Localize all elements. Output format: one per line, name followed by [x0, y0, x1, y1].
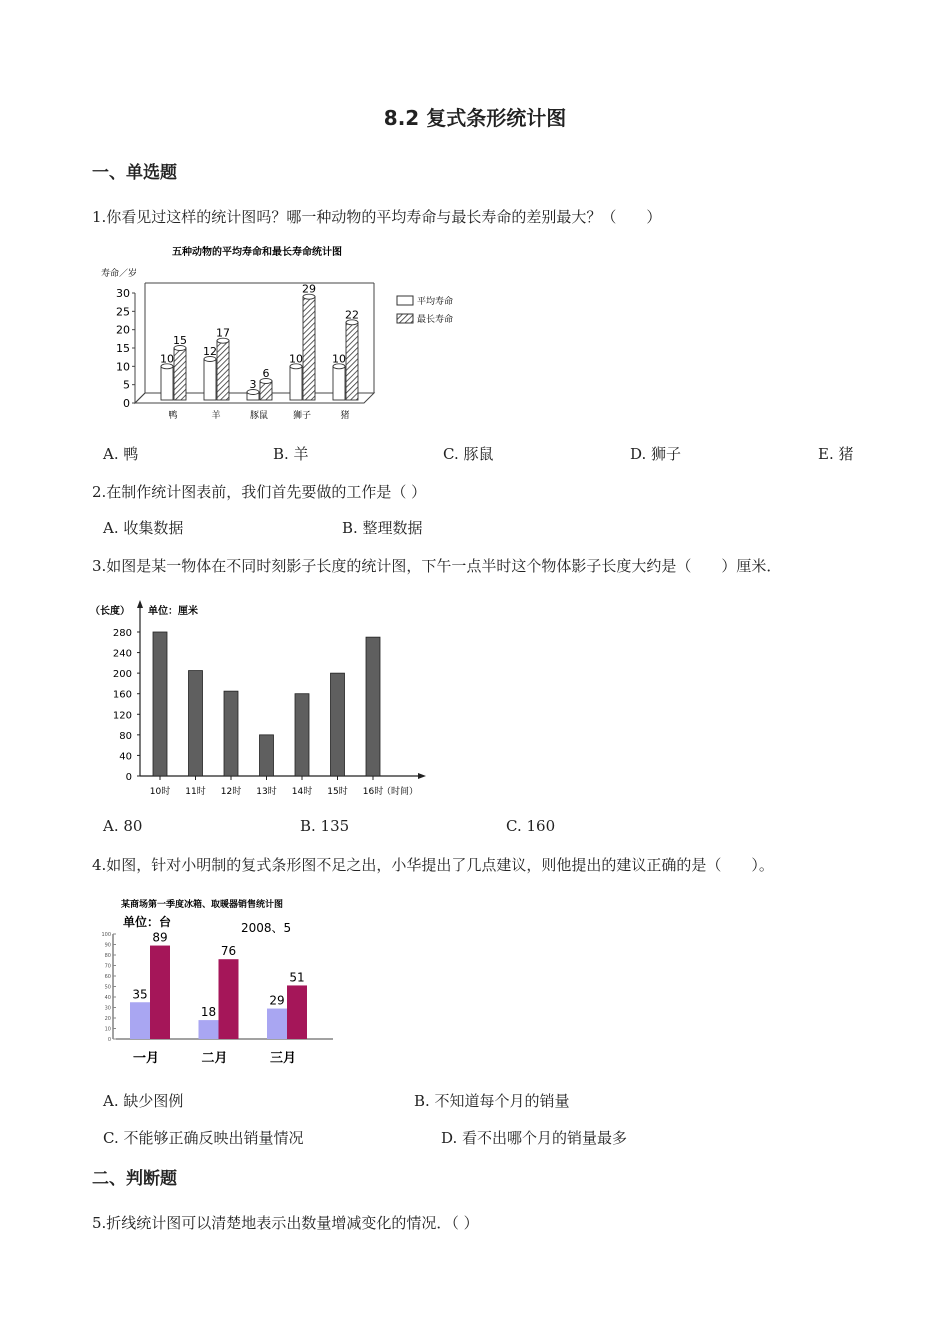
chart3-ytick-label: 10	[104, 1026, 111, 1033]
chart1-ytick-label: 20	[116, 323, 130, 337]
chart2-xtick-label: 12时	[220, 787, 242, 797]
chart1-data-label: 10	[289, 352, 303, 366]
chart1-data-label: 15	[173, 334, 187, 347]
chart1-data-label: 10	[160, 352, 174, 366]
q4-option-b[interactable]: B. 不知道每个月的销量	[414, 1092, 570, 1110]
chart3-ytick-label: 20	[104, 1016, 111, 1022]
q1-option-d[interactable]: D. 狮子	[630, 445, 682, 463]
chart1-legend-avg: 平均寿命	[417, 297, 454, 307]
chart3-bar-series-2	[219, 959, 239, 1039]
chart1-ylabel: 寿命／岁	[101, 269, 138, 279]
chart2-xtick-label: 16时	[362, 787, 384, 797]
chart1-xtick-label: 猪	[340, 411, 350, 421]
chart3-date: 2008、5	[241, 921, 292, 935]
chart1-ytick-label: 25	[116, 305, 130, 319]
chart2-ytick-label: 0	[125, 772, 132, 783]
chart1-legend-swatch-avg	[397, 296, 413, 305]
q4-option-c[interactable]: C. 不能够正确反映出销量情况	[103, 1129, 304, 1147]
question-5: 5.折线统计图可以清楚地表示出数量增减变化的情况．（ ）	[92, 1214, 479, 1232]
chart3-data-label: 18	[200, 1005, 217, 1020]
chart3-data-label: 89	[152, 930, 168, 945]
q3-option-b[interactable]: B. 135	[300, 817, 350, 835]
chart2-bar	[189, 671, 203, 776]
chart3-bar-series-1	[199, 1020, 219, 1039]
chart3-data-label: 35	[132, 987, 148, 1002]
chart3-ytick-label: 100	[101, 932, 111, 938]
chart1-bar-max	[174, 348, 186, 400]
page-title: 8.2 复式条形统计图	[383, 106, 567, 130]
q1-option-e[interactable]: E. 猪	[818, 445, 854, 463]
q3-option-c[interactable]: C. 160	[506, 817, 556, 835]
chart2-xtick-label: 13时	[256, 787, 277, 797]
q1-option-a[interactable]: A. 鸭	[103, 445, 139, 463]
chart1-xtick-label: 鸭	[168, 411, 178, 421]
chart2-bar	[295, 694, 309, 776]
chart2-bar	[366, 637, 380, 776]
chart2-xtick-label: 10时	[149, 787, 171, 797]
chart2-ytick-label: 160	[112, 689, 132, 701]
chart3-ytick-label: 40	[104, 995, 111, 1001]
q4-option-d[interactable]: D. 看不出哪个月的销量最多	[441, 1129, 628, 1147]
chart2-xtick-label: 15时	[327, 787, 348, 797]
chart2-y-arrow	[137, 600, 143, 608]
q2-option-b[interactable]: B. 整理数据	[342, 519, 423, 537]
chart3-unit: 单位：台	[123, 915, 172, 929]
chart1-xtick-label: 羊	[211, 411, 221, 421]
chart3-bar-series-1	[130, 1002, 150, 1039]
chart3-ytick-label: 30	[104, 1005, 111, 1012]
chart1-bar-max	[346, 322, 358, 400]
chart1-bar-max	[303, 297, 315, 400]
chart2-bar	[331, 673, 345, 776]
chart2-ytick-label: 80	[119, 730, 132, 742]
chart2-ylabel: （长度）	[90, 606, 130, 617]
chart1-data-label: 12	[203, 345, 217, 358]
chart1-data-label: 22	[345, 308, 359, 322]
chart3-ytick-label: 70	[104, 963, 111, 970]
chart1-data-label: 10	[332, 352, 346, 366]
chart3-data-label: 51	[289, 970, 305, 985]
chart1-ytick-label: 30	[116, 287, 130, 300]
chart2-bar	[260, 735, 274, 776]
q3-option-a[interactable]: A. 80	[103, 817, 143, 835]
shadow-length-chart	[88, 598, 433, 803]
chart3-data-label: 29	[269, 993, 285, 1008]
chart2-xtick-label: 14时	[291, 787, 313, 797]
chart1-bar-max	[217, 341, 229, 400]
chart1-data-label: 29	[302, 282, 316, 296]
chart1-ytick-label: 5	[123, 378, 130, 392]
chart2-ytick-label: 280	[112, 628, 132, 639]
chart2-xtick-label: 11时	[185, 787, 206, 797]
chart1-xtick-label: 豚鼠	[249, 411, 269, 421]
chart2-x-arrow	[418, 773, 426, 779]
chart1-ytick-label: 15	[116, 342, 130, 355]
chart3-ytick-label: 60	[104, 974, 111, 980]
chart3-ytick-label: 50	[104, 984, 111, 991]
lifespan-chart	[97, 240, 477, 430]
chart1-data-label: 17	[216, 326, 230, 340]
chart3-ytick-label: 80	[104, 953, 111, 959]
chart3-bar-series-2	[287, 985, 307, 1039]
chart1-bar-avg	[161, 366, 173, 400]
section-single-choice: 一、单选题	[92, 163, 177, 183]
q1-option-b[interactable]: B. 羊	[273, 445, 309, 463]
question-2: 2.在制作统计图表前，我们首先要做的工作是（ ）	[92, 483, 427, 501]
chart1-xtick-label: 狮子	[292, 411, 312, 421]
chart2-ytick-label: 200	[112, 669, 132, 681]
chart3-xtick-label: 三月	[269, 1051, 297, 1066]
chart2-unit: 单位：厘米	[148, 606, 198, 617]
chart1-legend-max: 最长寿命	[417, 315, 454, 325]
chart3-bar-series-1	[267, 1009, 287, 1039]
chart1-ytick-label: 10	[116, 360, 130, 374]
question-4: 4.如图，针对小明制的复式条形图不足之出，小华提出了几点建议，则他提出的建议正确的是（ ）。	[92, 856, 774, 874]
chart2-ytick-label: 240	[112, 648, 132, 660]
chart3-bar-series-2	[150, 946, 170, 1039]
section-true-false: 二、判断题	[92, 1169, 177, 1189]
question-3: 3.如图是某一物体在不同时刻影子长度的统计图，下午一点半时这个物体影子长度大约是（ ）厘米．	[92, 557, 782, 575]
q4-option-a[interactable]: A. 缺少图例	[103, 1092, 184, 1110]
chart1-bar-avg	[204, 359, 216, 400]
chart1-frame-left	[135, 283, 145, 403]
question-1: 1.你看见过这样的统计图吗？哪一种动物的平均寿命与最长寿命的差别最大？（ ）	[92, 208, 662, 226]
chart2-xlabel: （时间）	[382, 787, 419, 797]
q2-option-a[interactable]: A. 收集数据	[103, 519, 184, 537]
chart2-bar	[224, 691, 238, 776]
chart2-bar	[153, 632, 167, 776]
chart1-bar-avg	[333, 366, 345, 400]
chart2-ytick-label: 120	[112, 710, 132, 722]
q1-option-c[interactable]: C. 豚鼠	[443, 445, 494, 463]
chart3-ytick-label: 90	[104, 942, 111, 949]
chart1-bar-avg	[290, 366, 302, 400]
chart3-xtick-label: 二月	[201, 1051, 228, 1066]
chart1-data-label: 3	[249, 378, 257, 391]
chart3-xtick-label: 一月	[132, 1051, 160, 1066]
chart3-data-label: 76	[220, 944, 237, 959]
chart3-title: 某商场第一季度冰箱、取暖器销售统计图	[121, 900, 284, 910]
chart1-title: 五种动物的平均寿命和最长寿命统计图	[172, 247, 342, 258]
chart3-ytick-label: 0	[107, 1037, 111, 1043]
chart1-ytick-label: 0	[123, 397, 130, 410]
sales-chart	[93, 894, 343, 1069]
chart1-legend-swatch-max	[397, 314, 413, 323]
chart2-ytick-label: 40	[119, 751, 132, 763]
chart1-data-label: 6	[262, 367, 270, 380]
